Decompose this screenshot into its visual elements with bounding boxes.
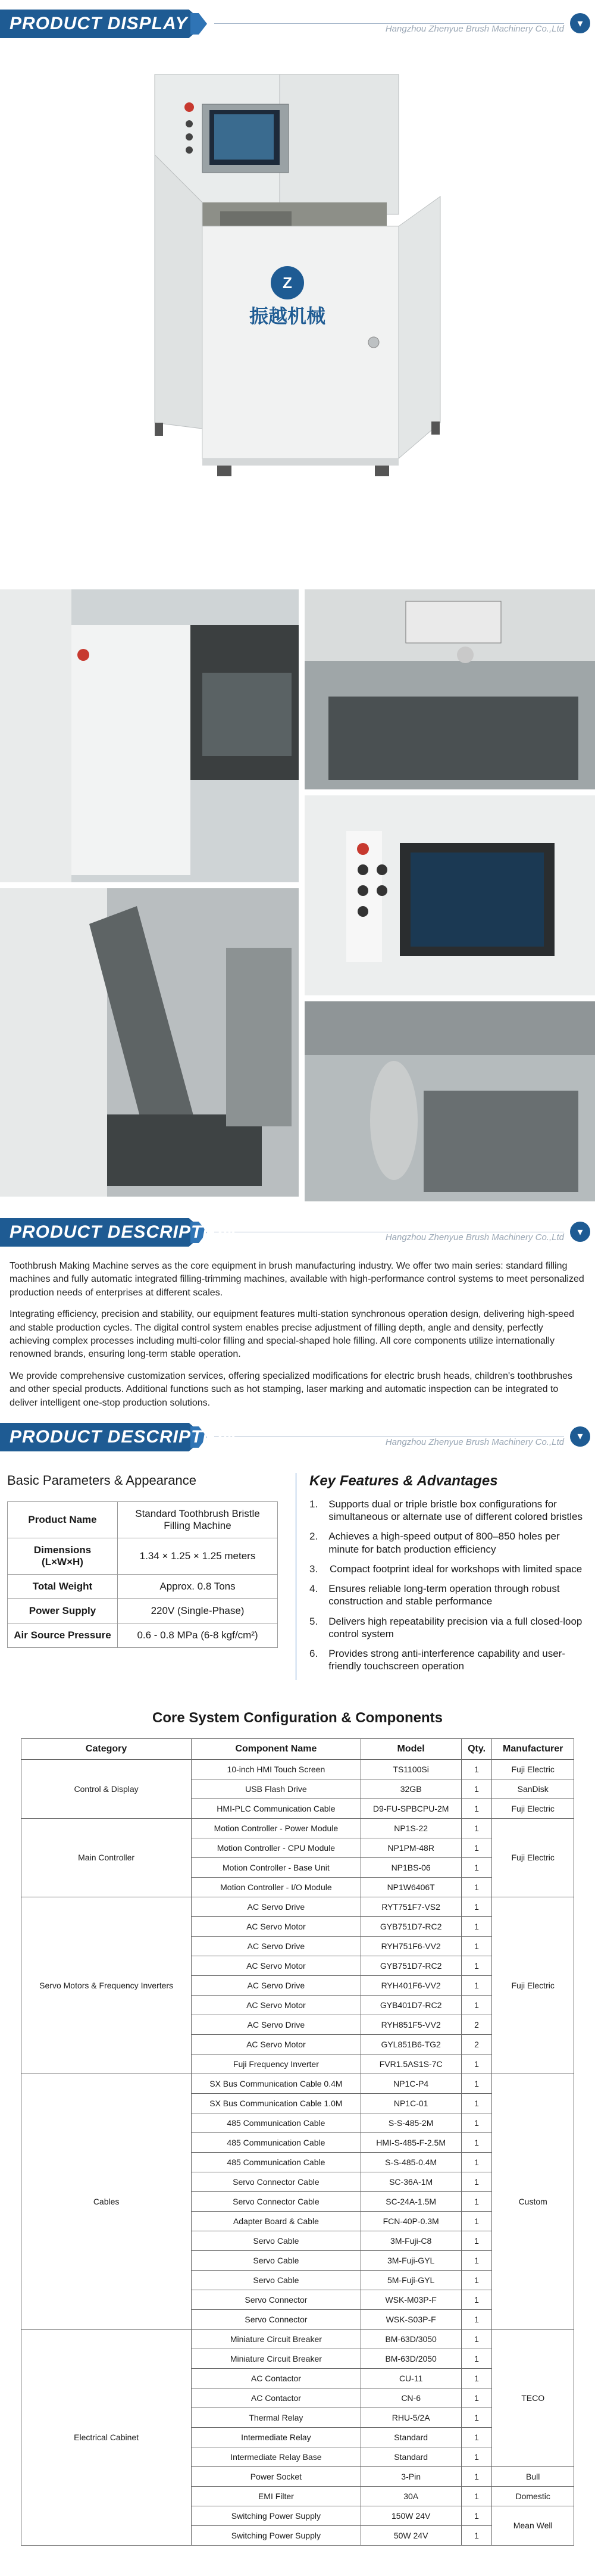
qty-cell: 2 xyxy=(461,2015,492,2034)
component-name-cell: Intermediate Relay Base xyxy=(192,2447,361,2466)
model-cell: WSK-M03P-F xyxy=(361,2290,461,2309)
component-name-cell: Miniature Circuit Breaker xyxy=(192,2349,361,2368)
component-name-cell: AC Servo Motor xyxy=(192,2034,361,2054)
table-row xyxy=(8,1538,278,1574)
table-row xyxy=(8,1501,278,1538)
photo-column-left xyxy=(0,589,299,1201)
svg-text:Z: Z xyxy=(283,274,292,292)
qty-cell: 1 xyxy=(461,2349,492,2368)
component-name-cell: AC Servo Motor xyxy=(192,1956,361,1975)
model-cell: CN-6 xyxy=(361,2388,461,2408)
column-header: Category xyxy=(21,1738,192,1759)
category-cell: Main Controller xyxy=(21,1818,192,1897)
manufacturer-cell: Domestic xyxy=(492,2486,574,2506)
model-cell: S-S-485-0.4M xyxy=(361,2152,461,2172)
model-cell: BM-63D/2050 xyxy=(361,2349,461,2368)
qty-cell: 1 xyxy=(461,2074,492,2093)
table-row xyxy=(21,2074,574,2093)
section-title: PRODUCT DISPLAY xyxy=(10,14,188,33)
feature-item: 3. Compact footprint ideal for workshops with limited space xyxy=(309,1563,583,1575)
feature-list xyxy=(309,1498,588,1673)
header-ribbon-accent xyxy=(190,13,207,35)
section-header-description-2 xyxy=(0,1418,595,1456)
table-header-row xyxy=(21,1738,574,1759)
photo-wire-spool xyxy=(305,1001,595,1201)
component-name-cell: Servo Connector Cable xyxy=(192,2191,361,2211)
qty-cell: 1 xyxy=(461,2231,492,2250)
manufacturer-cell: Fuji Electric xyxy=(492,1818,574,1897)
feature-item: 1. Supports dual or triple bristle box configurations for simultaneous or alternate use of different colored bristles xyxy=(309,1498,588,1523)
component-name-cell: AC Servo Motor xyxy=(192,1916,361,1936)
manufacturer-cell: Fuji Electric xyxy=(492,1897,574,2074)
component-name-cell: Fuji Frequency Inverter xyxy=(192,2054,361,2074)
component-name-cell: Power Socket xyxy=(192,2466,361,2486)
qty-cell: 1 xyxy=(461,1975,492,1995)
qty-cell: 1 xyxy=(461,2486,492,2506)
param-value: Approx. 0.8 Tons xyxy=(118,1574,278,1598)
description-paragraph: Toothbrush Making Machine serves as the core equipment in brush manufacturing industry. We offer two main series: standard filling machines and fully automatic integrated filling-trimming machines, available with high-performance control systems to meet personalized production needs of enterprises at different scales. xyxy=(10,1261,584,1298)
model-cell: 3-Pin xyxy=(361,2466,461,2486)
param-key: Power Supply xyxy=(8,1598,118,1623)
model-cell: RHU-5/2A xyxy=(361,2408,461,2427)
qty-cell: 1 xyxy=(461,2290,492,2309)
component-name-cell: AC Servo Drive xyxy=(192,1897,361,1916)
photo-machine-side xyxy=(0,589,299,882)
qty-cell: 1 xyxy=(461,2113,492,2132)
qty-cell: 1 xyxy=(461,2329,492,2349)
section-header-description xyxy=(0,1213,595,1251)
feature-text: Delivers high repeatability precision via a full closed-loop control system xyxy=(328,1615,583,1640)
core-configuration-title: Core System Configuration & Components xyxy=(152,1709,443,1726)
component-name-cell: Miniature Circuit Breaker xyxy=(192,2329,361,2349)
qty-cell: 1 xyxy=(461,1779,492,1798)
component-name-cell: AC Servo Drive xyxy=(192,1975,361,1995)
qty-cell: 1 xyxy=(461,2270,492,2290)
description-text xyxy=(0,1260,595,1410)
table-row xyxy=(8,1574,278,1598)
qty-cell: 1 xyxy=(461,2447,492,2466)
model-cell: TS1100Si xyxy=(361,1759,461,1779)
qty-cell: 2 xyxy=(461,2034,492,2054)
feature-text: Supports dual or triple bristle box configurations for simultaneous or alternate use of different colored bristles xyxy=(328,1498,583,1523)
table-row xyxy=(21,1818,574,1838)
qty-cell: 1 xyxy=(461,1916,492,1936)
model-cell: FVR1.5AS1S-7C xyxy=(361,2054,461,2074)
model-cell: HMI-S-485-F-2.5M xyxy=(361,2132,461,2152)
key-features-title: Key Features & Advantages xyxy=(309,1472,498,1489)
category-cell: Servo Motors & Frequency Inverters xyxy=(21,1897,192,2074)
category-cell: Cables xyxy=(21,2074,192,2329)
qty-cell: 1 xyxy=(461,1759,492,1779)
model-cell: RYH401F6-VV2 xyxy=(361,1975,461,1995)
manufacturer-cell: Fuji Electric xyxy=(492,1759,574,1779)
photo-bristle-box xyxy=(305,589,595,789)
component-name-cell: 10-inch HMI Touch Screen xyxy=(192,1759,361,1779)
model-cell: 50W 24V xyxy=(361,2525,461,2545)
company-tag: Hangzhou Zhenyue Brush Machinery Co.,Ltd xyxy=(385,1437,564,1447)
param-value: 220V (Single-Phase) xyxy=(118,1598,278,1623)
qty-cell: 1 xyxy=(461,1936,492,1956)
param-key: Dimensions (L×W×H) xyxy=(8,1538,118,1574)
manufacturer-cell: Mean Well xyxy=(492,2506,574,2545)
chevron-down-icon: ▾ xyxy=(570,1222,590,1242)
model-cell: NP1W6406T xyxy=(361,1877,461,1897)
chevron-down-icon: ▾ xyxy=(570,1426,590,1447)
component-name-cell: Servo Connector Cable xyxy=(192,2172,361,2191)
model-cell: BM-63D/3050 xyxy=(361,2329,461,2349)
section-title: PRODUCT DESCRIPTION xyxy=(10,1222,236,1242)
model-cell: 3M-Fuji-GYL xyxy=(361,2250,461,2270)
qty-cell: 1 xyxy=(461,1857,492,1877)
manufacturer-cell: SanDisk xyxy=(492,1779,574,1798)
qty-cell: 1 xyxy=(461,2152,492,2172)
component-name-cell: SX Bus Communication Cable 1.0M xyxy=(192,2093,361,2113)
basic-parameters-table xyxy=(7,1501,278,1648)
model-cell: NP1C-P4 xyxy=(361,2074,461,2093)
component-name-cell: Motion Controller - Base Unit xyxy=(192,1857,361,1877)
machine-brand-text: 振越机械 xyxy=(249,305,326,327)
model-cell: NP1S-22 xyxy=(361,1818,461,1838)
model-cell: NP1C-01 xyxy=(361,2093,461,2113)
component-name-cell: AC Servo Drive xyxy=(192,2015,361,2034)
basic-parameters xyxy=(7,1473,278,1680)
component-name-cell: AC Servo Drive xyxy=(192,1936,361,1956)
model-cell: 150W 24V xyxy=(361,2506,461,2525)
model-cell: S-S-485-2M xyxy=(361,2113,461,2132)
section-header-display xyxy=(0,5,595,43)
qty-cell: 1 xyxy=(461,1995,492,2015)
model-cell: GYL851B6-TG2 xyxy=(361,2034,461,2054)
param-key: Air Source Pressure xyxy=(8,1623,118,1647)
component-name-cell: 485 Communication Cable xyxy=(192,2113,361,2132)
component-name-cell: Servo Cable xyxy=(192,2231,361,2250)
section-title: PRODUCT DESCRIPTION xyxy=(10,1426,236,1447)
model-cell: GYB751D7-RC2 xyxy=(361,1956,461,1975)
model-cell: D9-FU-SPBCPU-2M xyxy=(361,1798,461,1818)
model-cell: SC-24A-1.5M xyxy=(361,2191,461,2211)
column-header: Component Name xyxy=(192,1738,361,1759)
model-cell: GYB751D7-RC2 xyxy=(361,1916,461,1936)
detail-photo-grid xyxy=(0,589,595,1201)
model-cell: 32GB xyxy=(361,1779,461,1798)
model-cell: RYH851F5-VV2 xyxy=(361,2015,461,2034)
component-name-cell: Servo Connector xyxy=(192,2309,361,2329)
model-cell: CU-11 xyxy=(361,2368,461,2388)
param-value: 1.34 × 1.25 × 1.25 meters xyxy=(118,1538,278,1574)
photo-column-right xyxy=(305,589,595,1201)
qty-cell: 1 xyxy=(461,1897,492,1916)
param-key: Total Weight xyxy=(8,1574,118,1598)
model-cell: NP1PM-48R xyxy=(361,1838,461,1857)
column-header: Model xyxy=(361,1738,461,1759)
qty-cell: 1 xyxy=(461,2054,492,2074)
chevron-down-icon: ▾ xyxy=(570,13,590,33)
manufacturer-cell: Custom xyxy=(492,2074,574,2329)
model-cell: RYT751F7-VS2 xyxy=(361,1897,461,1916)
model-cell: SC-36A-1M xyxy=(361,2172,461,2191)
hero-machine-image xyxy=(0,48,595,583)
component-name-cell: Switching Power Supply xyxy=(192,2506,361,2525)
component-name-cell: USB Flash Drive xyxy=(192,1779,361,1798)
feature-text: Provides strong anti-interference capability and user-friendly touchscreen operation xyxy=(328,1648,566,1672)
qty-cell: 1 xyxy=(461,2172,492,2191)
qty-cell: 1 xyxy=(461,1818,492,1838)
core-configuration xyxy=(0,1710,595,2546)
component-name-cell: Motion Controller - Power Module xyxy=(192,1818,361,1838)
qty-cell: 1 xyxy=(461,2191,492,2211)
component-name-cell: AC Contactor xyxy=(192,2368,361,2388)
component-name-cell: Servo Cable xyxy=(192,2250,361,2270)
component-name-cell: Thermal Relay xyxy=(192,2408,361,2427)
qty-cell: 1 xyxy=(461,2132,492,2152)
qty-cell: 1 xyxy=(461,1798,492,1818)
qty-cell: 1 xyxy=(461,2388,492,2408)
description-paragraph: Integrating efficiency, precision and stability, our equipment features multi-station synchronous operation design, delivering high-speed and stable production cycles. The digital control system enables precise adjustment of filling depth, angle and density, perfectly achieving complex processes including multi-color filling and special-shaped hole filling. All core components utilize internationally renowned brands, ensuring long-term stable operation. xyxy=(10,1309,574,1360)
qty-cell: 1 xyxy=(461,2093,492,2113)
qty-cell: 1 xyxy=(461,2309,492,2329)
model-cell: GYB401D7-RC2 xyxy=(361,1995,461,2015)
table-row xyxy=(8,1623,278,1647)
param-value: 0.6 - 0.8 MPa (6-8 kgf/cm²) xyxy=(118,1623,278,1647)
parameters-section xyxy=(0,1461,595,1692)
feature-text: Ensures reliable long-term operation through robust construction and stable performance xyxy=(328,1583,560,1607)
table-row xyxy=(8,1598,278,1623)
qty-cell: 1 xyxy=(461,2250,492,2270)
qty-cell: 1 xyxy=(461,2408,492,2427)
qty-cell: 1 xyxy=(461,2525,492,2545)
component-name-cell: Intermediate Relay xyxy=(192,2427,361,2447)
column-header: Qty. xyxy=(461,1738,492,1759)
feature-item: 4. Ensures reliable long-term operation through robust construction and stable performance xyxy=(309,1582,588,1608)
qty-cell: 1 xyxy=(461,2368,492,2388)
component-name-cell: SX Bus Communication Cable 0.4M xyxy=(192,2074,361,2093)
component-name-cell: Motion Controller - CPU Module xyxy=(192,1838,361,1857)
model-cell: 5M-Fuji-GYL xyxy=(361,2270,461,2290)
model-cell: Standard xyxy=(361,2447,461,2466)
manufacturer-cell: TECO xyxy=(492,2329,574,2466)
model-cell: NP1BS-06 xyxy=(361,1857,461,1877)
qty-cell: 1 xyxy=(461,2211,492,2231)
model-cell: RYH751F6-VV2 xyxy=(361,1936,461,1956)
qty-cell: 1 xyxy=(461,2466,492,2486)
component-name-cell: Servo Cable xyxy=(192,2270,361,2290)
param-key: Product Name xyxy=(8,1501,118,1538)
basic-parameters-title: Basic Parameters & Appearance xyxy=(7,1472,196,1488)
component-name-cell: HMI-PLC Communication Cable xyxy=(192,1798,361,1818)
component-name-cell: AC Servo Motor xyxy=(192,1995,361,2015)
photo-control-panel xyxy=(305,795,595,995)
description-paragraph: We provide comprehensive customization services, offering specialized modifications for electric brush heads, children's toothbrushes and other special products. Additional functions such as hot stamping, laser marking and automatic inspection can be integrated to deliver intelligent one-stop production solutions. xyxy=(10,1370,573,1408)
component-name-cell: Motion Controller - I/O Module xyxy=(192,1877,361,1897)
manufacturer-cell: Fuji Electric xyxy=(492,1798,574,1818)
feature-item: 6. Provides strong anti-interference capability and user-friendly touchscreen operation xyxy=(309,1647,588,1673)
company-tag: Hangzhou Zhenyue Brush Machinery Co.,Ltd xyxy=(385,1232,564,1242)
component-name-cell: Adapter Board & Cable xyxy=(192,2211,361,2231)
core-configuration-table xyxy=(21,1738,574,2546)
manufacturer-cell: Bull xyxy=(492,2466,574,2486)
machine-illustration xyxy=(83,48,512,572)
component-name-cell: Switching Power Supply xyxy=(192,2525,361,2545)
table-row xyxy=(21,2329,574,2349)
model-cell: 30A xyxy=(361,2486,461,2506)
component-name-cell: Servo Connector xyxy=(192,2290,361,2309)
qty-cell: 1 xyxy=(461,1838,492,1857)
table-row xyxy=(21,1897,574,1916)
photo-filling-head xyxy=(0,888,299,1197)
qty-cell: 1 xyxy=(461,1877,492,1897)
model-cell: WSK-S03P-F xyxy=(361,2309,461,2329)
category-cell: Electrical Cabinet xyxy=(21,2329,192,2545)
param-value: Standard Toothbrush Bristle Filling Machine xyxy=(118,1501,278,1538)
qty-cell: 1 xyxy=(461,2427,492,2447)
qty-cell: 1 xyxy=(461,1956,492,1975)
component-name-cell: 485 Communication Cable xyxy=(192,2132,361,2152)
feature-text: Compact footprint ideal for workshops with limited space xyxy=(330,1563,583,1575)
model-cell: 3M-Fuji-C8 xyxy=(361,2231,461,2250)
model-cell: FCN-40P-0.3M xyxy=(361,2211,461,2231)
model-cell: Standard xyxy=(361,2427,461,2447)
component-name-cell: EMI Filter xyxy=(192,2486,361,2506)
qty-cell: 1 xyxy=(461,2506,492,2525)
feature-item: 2. Achieves a high-speed output of 800–850 holes per minute for batch production efficiency xyxy=(309,1530,588,1556)
category-cell: Control & Display xyxy=(21,1759,192,1818)
key-features xyxy=(296,1473,588,1680)
company-tag: Hangzhou Zhenyue Brush Machinery Co.,Ltd xyxy=(385,24,564,34)
component-name-cell: 485 Communication Cable xyxy=(192,2152,361,2172)
feature-item: 5. Delivers high repeatability precision via a full closed-loop control system xyxy=(309,1615,588,1641)
component-name-cell: AC Contactor xyxy=(192,2388,361,2408)
column-header: Manufacturer xyxy=(492,1738,574,1759)
table-row xyxy=(21,1759,574,1779)
feature-text: Achieves a high-speed output of 800–850 holes per minute for batch production efficiency xyxy=(328,1531,560,1555)
